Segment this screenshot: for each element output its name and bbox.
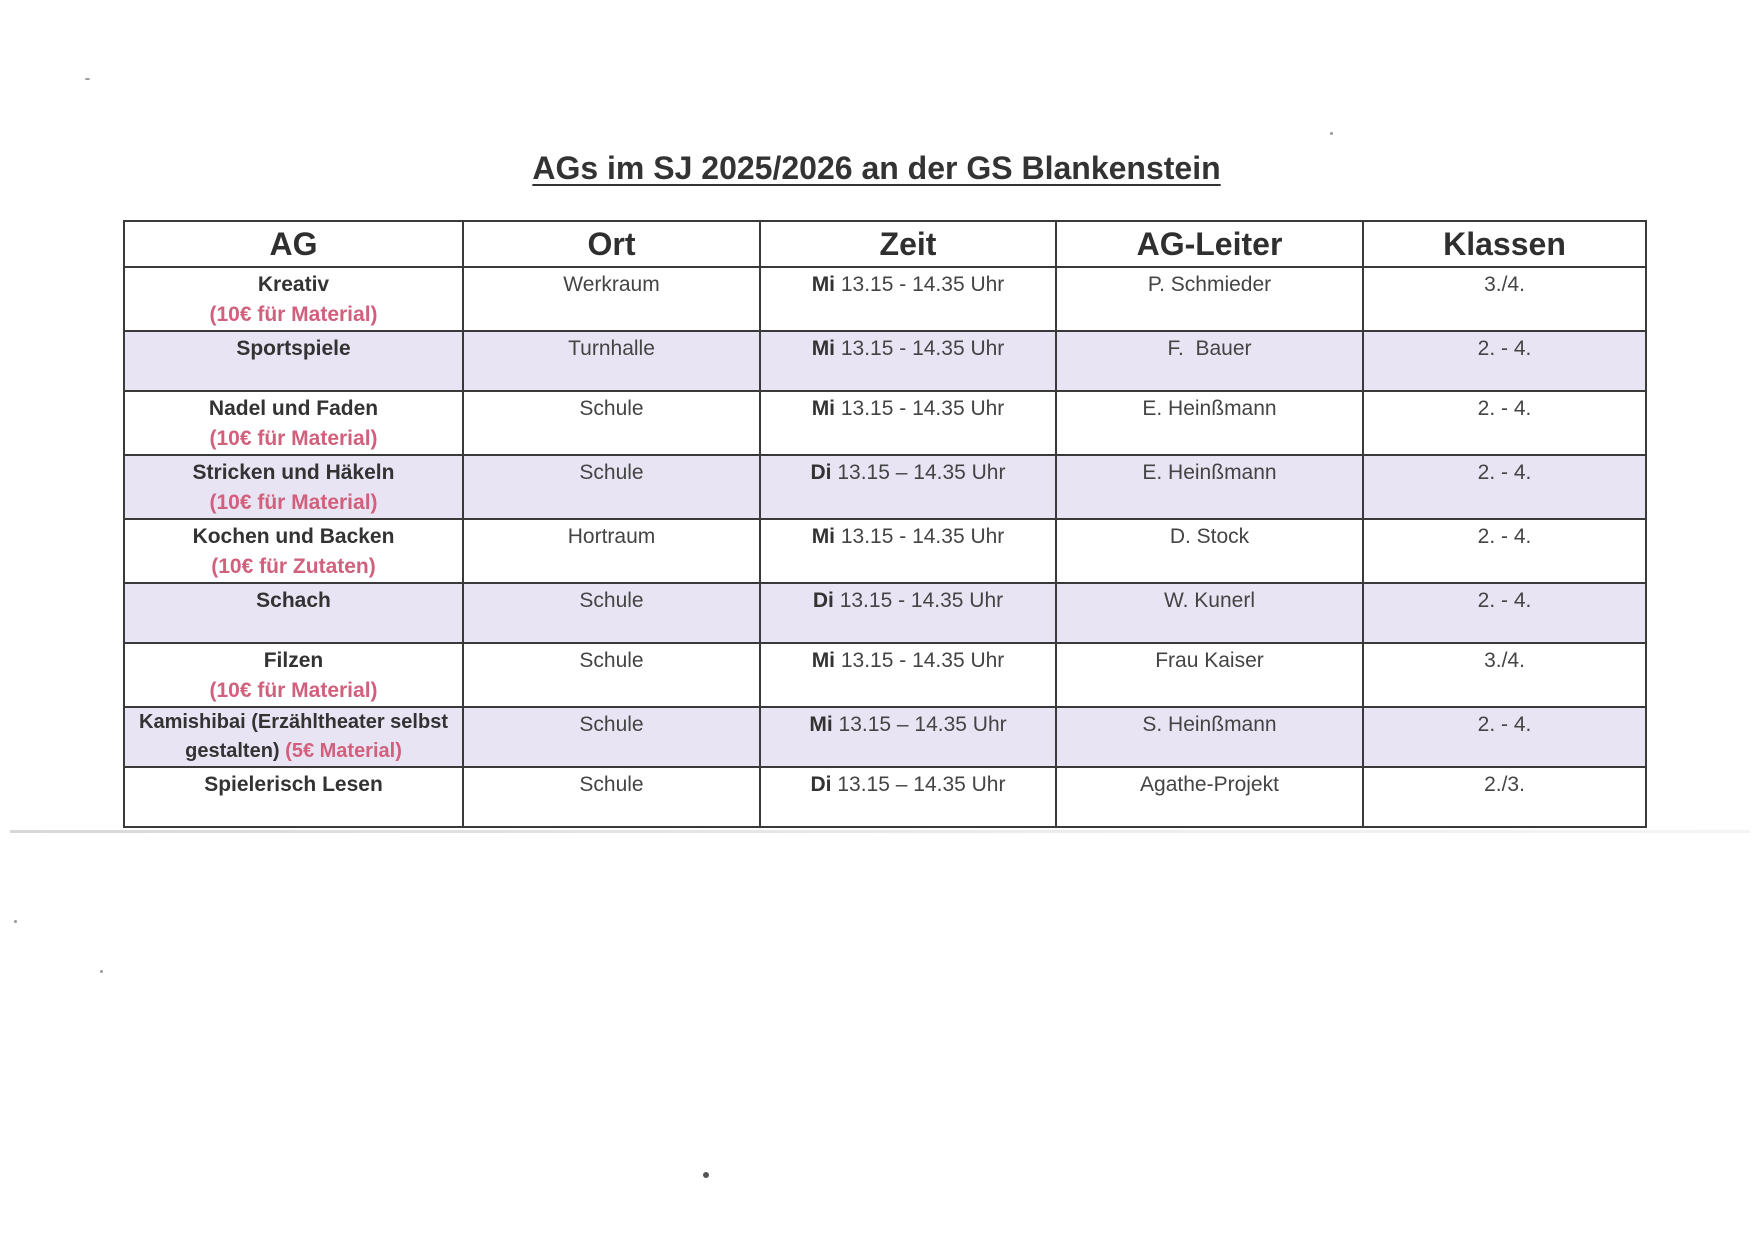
ort-cell: Werkraum	[463, 267, 760, 331]
scan-speck	[100, 970, 103, 973]
ag-leiter-cell: E. Heinßmann	[1056, 455, 1363, 519]
table-row	[124, 455, 1646, 519]
klassen-cell: 3./4.	[1363, 267, 1646, 331]
zeit-cell	[760, 643, 1056, 707]
table-row	[124, 331, 1646, 391]
header-zeit: Zeit	[760, 221, 1056, 267]
table-row	[124, 391, 1646, 455]
ort-cell: Turnhalle	[463, 331, 760, 391]
scan-speck	[14, 920, 17, 923]
zeit-time: 13.15 – 14.35 Uhr	[837, 461, 1006, 484]
zeit-time: 13.15 - 14.35 Uhr	[840, 273, 1005, 296]
zeit-day: Mi	[811, 525, 836, 548]
ag-cost: (10€ für Zutaten)	[211, 555, 376, 578]
ag-name: Filzen	[263, 649, 324, 672]
zeit-day: Mi	[811, 397, 836, 420]
ag-name: Kamishibai (Erzähltheater selbst gestalten)	[139, 711, 448, 762]
ag-cell	[124, 391, 463, 455]
ag-schedule-table	[123, 220, 1647, 828]
ag-cell	[124, 707, 463, 767]
ag-leiter-cell: P. Schmieder	[1056, 267, 1363, 331]
ort-cell: Hortraum	[463, 519, 760, 583]
page-title: AGs im SJ 2025/2026 an der GS Blankenstein	[532, 150, 1221, 186]
ag-leiter-cell: F. Bauer	[1056, 331, 1363, 391]
ag-name: Kreativ	[257, 273, 330, 296]
ag-name: Stricken und Häkeln	[192, 461, 395, 484]
zeit-time: 13.15 - 14.35 Uhr	[840, 649, 1005, 672]
ag-cost: (5€ Material)	[285, 740, 402, 762]
zeit-cell	[760, 267, 1056, 331]
klassen-cell: 2. - 4.	[1363, 331, 1646, 391]
ag-name: Spielerisch Lesen	[204, 773, 383, 796]
zeit-day: Di	[812, 589, 834, 612]
zeit-day: Mi	[811, 337, 836, 360]
klassen-cell: 2. - 4.	[1363, 583, 1646, 643]
ag-name: Sportspiele	[236, 337, 351, 360]
klassen-cell: 2. - 4.	[1363, 455, 1646, 519]
zeit-day: Di	[810, 461, 832, 484]
zeit-day: Di	[810, 773, 832, 796]
header-klassen: Klassen	[1363, 221, 1646, 267]
klassen-cell: 2. - 4.	[1363, 707, 1646, 767]
scan-speck	[1330, 132, 1333, 135]
table-row	[124, 707, 1646, 767]
zeit-time: 13.15 - 14.35 Uhr	[840, 337, 1005, 360]
ag-leiter-cell: Agathe-Projekt	[1056, 767, 1363, 827]
table-header-row	[124, 221, 1646, 267]
ort-cell: Schule	[463, 767, 760, 827]
zeit-time: 13.15 - 14.35 Uhr	[840, 525, 1005, 548]
zeit-cell	[760, 583, 1056, 643]
zeit-cell	[760, 391, 1056, 455]
scan-speck	[703, 1172, 709, 1178]
table-row	[124, 767, 1646, 827]
header-ag-leiter: AG-Leiter	[1056, 221, 1363, 267]
table-row	[124, 519, 1646, 583]
zeit-cell	[760, 519, 1056, 583]
ag-leiter-cell: S. Heinßmann	[1056, 707, 1363, 767]
ag-leiter-cell: D. Stock	[1056, 519, 1363, 583]
scan-artifact-line	[10, 830, 1750, 833]
klassen-cell: 2. - 4.	[1363, 391, 1646, 455]
header-ort: Ort	[463, 221, 760, 267]
zeit-cell	[760, 707, 1056, 767]
ort-cell: Schule	[463, 707, 760, 767]
ag-cell	[124, 455, 463, 519]
ag-cell	[124, 643, 463, 707]
ag-cell	[124, 267, 463, 331]
klassen-cell: 2./3.	[1363, 767, 1646, 827]
zeit-cell	[760, 767, 1056, 827]
ag-cell	[124, 767, 463, 827]
ag-cost: (10€ für Material)	[209, 427, 378, 450]
zeit-time: 13.15 - 14.35 Uhr	[839, 589, 1004, 612]
header-ag: AG	[124, 221, 463, 267]
ag-leiter-cell: W. Kunerl	[1056, 583, 1363, 643]
ort-cell: Schule	[463, 643, 760, 707]
zeit-time: 13.15 – 14.35 Uhr	[837, 773, 1006, 796]
scan-speck	[85, 78, 90, 80]
klassen-cell: 2. - 4.	[1363, 519, 1646, 583]
ag-cell	[124, 331, 463, 391]
table-row	[124, 583, 1646, 643]
ag-leiter-cell: Frau Kaiser	[1056, 643, 1363, 707]
ag-name: Schach	[256, 589, 331, 612]
ag-cost: (10€ für Material)	[209, 679, 378, 702]
ag-name: Kochen und Backen	[192, 525, 395, 548]
ort-cell: Schule	[463, 583, 760, 643]
klassen-cell: 3./4.	[1363, 643, 1646, 707]
ag-leiter-cell: E. Heinßmann	[1056, 391, 1363, 455]
zeit-day: Mi	[809, 713, 833, 736]
ag-name: Nadel und Faden	[208, 397, 379, 420]
table-row	[124, 643, 1646, 707]
zeit-time: 13.15 - 14.35 Uhr	[840, 397, 1005, 420]
zeit-day: Mi	[811, 273, 836, 296]
zeit-cell	[760, 331, 1056, 391]
ag-cost: (10€ für Material)	[209, 491, 378, 514]
ort-cell: Schule	[463, 391, 760, 455]
ag-cost: (10€ für Material)	[209, 303, 378, 326]
zeit-day: Mi	[811, 649, 836, 672]
ort-cell: Schule	[463, 455, 760, 519]
ag-cell	[124, 519, 463, 583]
zeit-cell	[760, 455, 1056, 519]
ag-cell	[124, 583, 463, 643]
table-row	[124, 267, 1646, 331]
zeit-time: 13.15 – 14.35 Uhr	[838, 713, 1007, 736]
